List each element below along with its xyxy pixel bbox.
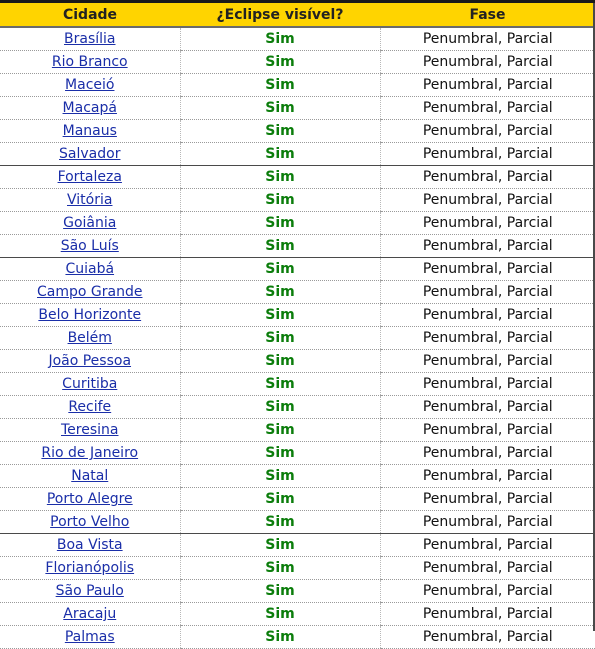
table-header-row: [0, 3, 595, 27]
city-cell: [0, 281, 180, 304]
phase-cell: [380, 511, 595, 534]
city-cell: [0, 212, 180, 235]
eclipse-visible-value: Sim: [265, 123, 295, 139]
table-row: [0, 74, 595, 97]
eclipse-visible-cell: [180, 534, 380, 557]
eclipse-visible-value: Sim: [265, 514, 295, 530]
eclipse-visible-value: Sim: [265, 583, 295, 599]
eclipse-visible-cell: [180, 465, 380, 488]
eclipse-visible-value: Sim: [265, 537, 295, 553]
city-link[interactable]: Rio Branco: [51, 54, 128, 70]
table-row: [0, 304, 595, 327]
city-cell: [0, 189, 180, 212]
eclipse-visible-value: Sim: [265, 353, 295, 369]
phase-cell: [380, 166, 595, 189]
phase-cell: [380, 419, 595, 442]
phase-value: Penumbral, Parcial: [422, 514, 553, 530]
city-link[interactable]: Natal: [71, 468, 109, 484]
phase-cell: [380, 235, 595, 258]
city-cell: [0, 488, 180, 511]
city-link[interactable]: Rio de Janeiro: [41, 445, 139, 461]
city-cell: [0, 166, 180, 189]
eclipse-visible-cell: [180, 373, 380, 396]
table-row: [0, 327, 595, 350]
table-row: [0, 534, 595, 557]
table-row: [0, 511, 595, 534]
phase-cell: [380, 580, 595, 603]
phase-value: Penumbral, Parcial: [422, 284, 553, 300]
eclipse-visible-value: Sim: [265, 629, 295, 645]
phase-cell: [380, 373, 595, 396]
eclipse-visible-value: Sim: [265, 307, 295, 323]
city-cell: [0, 419, 180, 442]
phase-value: Penumbral, Parcial: [422, 376, 553, 392]
city-cell: [0, 258, 180, 281]
eclipse-visible-value: Sim: [265, 31, 295, 47]
phase-value: Penumbral, Parcial: [422, 261, 553, 277]
city-link[interactable]: Porto Velho: [50, 514, 130, 530]
eclipse-visible-value: Sim: [265, 422, 295, 438]
phase-value: Penumbral, Parcial: [422, 123, 553, 139]
phase-cell: [380, 97, 595, 120]
phase-cell: [380, 534, 595, 557]
eclipse-visible-value: Sim: [265, 399, 295, 415]
city-link[interactable]: Cuiabá: [65, 261, 115, 277]
eclipse-visible-cell: [180, 557, 380, 580]
city-link[interactable]: João Pessoa: [48, 353, 132, 369]
city-link[interactable]: Manaus: [62, 123, 117, 139]
phase-value: Penumbral, Parcial: [422, 31, 553, 47]
phase-cell: [380, 327, 595, 350]
city-link[interactable]: Salvador: [59, 146, 121, 162]
phase-value: Penumbral, Parcial: [422, 468, 553, 484]
city-link[interactable]: Goiânia: [63, 215, 117, 231]
table-row: [0, 419, 595, 442]
eclipse-visible-cell: [180, 27, 380, 51]
table-row: [0, 258, 595, 281]
eclipse-visible-value: Sim: [265, 238, 295, 254]
city-link[interactable]: São Paulo: [55, 583, 124, 599]
eclipse-visible-value: Sim: [265, 491, 295, 507]
phase-cell: [380, 212, 595, 235]
city-cell: [0, 465, 180, 488]
phase-value: Penumbral, Parcial: [422, 100, 553, 116]
eclipse-visible-value: Sim: [265, 100, 295, 116]
phase-cell: [380, 557, 595, 580]
eclipse-visible-value: Sim: [265, 445, 295, 461]
column-header-city: Cidade: [0, 3, 180, 27]
eclipse-visible-value: Sim: [265, 284, 295, 300]
city-link[interactable]: Campo Grande: [37, 284, 143, 300]
phase-value: Penumbral, Parcial: [422, 215, 553, 231]
phase-value: Penumbral, Parcial: [422, 491, 553, 507]
phase-cell: [380, 143, 595, 166]
table-row: [0, 97, 595, 120]
phase-value: Penumbral, Parcial: [422, 307, 553, 323]
eclipse-visible-value: Sim: [265, 261, 295, 277]
phase-value: Penumbral, Parcial: [422, 445, 553, 461]
phase-value: Penumbral, Parcial: [422, 192, 553, 208]
phase-value: Penumbral, Parcial: [422, 629, 553, 645]
city-link[interactable]: São Luís: [60, 238, 119, 254]
table-row: [0, 350, 595, 373]
eclipse-visible-cell: [180, 580, 380, 603]
phase-value: Penumbral, Parcial: [422, 330, 553, 346]
city-cell: [0, 396, 180, 419]
table-row: [0, 603, 595, 626]
eclipse-visible-value: Sim: [265, 468, 295, 484]
phase-value: Penumbral, Parcial: [422, 238, 553, 254]
phase-cell: [380, 603, 595, 626]
eclipse-visible-cell: [180, 212, 380, 235]
eclipse-visible-cell: [180, 396, 380, 419]
table-row: [0, 442, 595, 465]
eclipse-visible-cell: [180, 327, 380, 350]
phase-value: Penumbral, Parcial: [422, 54, 553, 70]
phase-cell: [380, 51, 595, 74]
city-cell: [0, 603, 180, 626]
city-link[interactable]: Aracaju: [63, 606, 117, 622]
phase-value: Penumbral, Parcial: [422, 399, 553, 415]
eclipse-visible-cell: [180, 350, 380, 373]
eclipse-visible-cell: [180, 235, 380, 258]
eclipse-visible-value: Sim: [265, 54, 295, 70]
phase-value: Penumbral, Parcial: [422, 537, 553, 553]
table-row: [0, 580, 595, 603]
table-row: [0, 27, 595, 51]
city-link[interactable]: Brasília: [64, 31, 116, 47]
city-cell: [0, 27, 180, 51]
eclipse-visible-cell: [180, 97, 380, 120]
city-cell: [0, 442, 180, 465]
phase-value: Penumbral, Parcial: [422, 583, 553, 599]
eclipse-visible-cell: [180, 51, 380, 74]
table-row: [0, 235, 595, 258]
table-row: [0, 51, 595, 74]
eclipse-visible-value: Sim: [265, 330, 295, 346]
city-cell: [0, 143, 180, 166]
phase-cell: [380, 120, 595, 143]
city-cell: [0, 580, 180, 603]
city-cell: [0, 97, 180, 120]
eclipse-visible-cell: [180, 120, 380, 143]
city-link[interactable]: Belém: [67, 330, 112, 346]
eclipse-visible-cell: [180, 258, 380, 281]
table-row: [0, 465, 595, 488]
eclipse-visible-cell: [180, 442, 380, 465]
city-cell: [0, 626, 180, 649]
phase-cell: [380, 442, 595, 465]
phase-cell: [380, 465, 595, 488]
eclipse-visible-cell: [180, 488, 380, 511]
city-link[interactable]: Boa Vista: [56, 537, 123, 553]
eclipse-visible-value: Sim: [265, 146, 295, 162]
phase-cell: [380, 281, 595, 304]
table-row: [0, 212, 595, 235]
phase-value: Penumbral, Parcial: [422, 353, 553, 369]
eclipse-visible-value: Sim: [265, 169, 295, 185]
eclipse-visible-cell: [180, 419, 380, 442]
phase-cell: [380, 258, 595, 281]
table-row: [0, 143, 595, 166]
city-link[interactable]: Belo Horizonte: [38, 307, 142, 323]
eclipse-visible-cell: [180, 74, 380, 97]
column-header-eclipse-visible: ¿Eclipse visível?: [180, 3, 380, 27]
eclipse-visible-value: Sim: [265, 192, 295, 208]
city-link[interactable]: Maceió: [65, 77, 115, 93]
table-row: [0, 373, 595, 396]
table-body: [0, 27, 595, 649]
table-row: [0, 189, 595, 212]
table-row: [0, 396, 595, 419]
city-cell: [0, 557, 180, 580]
phase-cell: [380, 74, 595, 97]
city-cell: [0, 235, 180, 258]
eclipse-visible-value: Sim: [265, 560, 295, 576]
eclipse-visible-cell: [180, 166, 380, 189]
eclipse-visible-cell: [180, 281, 380, 304]
phase-value: Penumbral, Parcial: [422, 606, 553, 622]
city-link[interactable]: Fortaleza: [57, 169, 122, 185]
phase-cell: [380, 350, 595, 373]
table-row: [0, 557, 595, 580]
phase-value: Penumbral, Parcial: [422, 77, 553, 93]
eclipse-visible-value: Sim: [265, 606, 295, 622]
city-link[interactable]: Curitiba: [62, 376, 118, 392]
table-row: [0, 120, 595, 143]
phase-cell: [380, 189, 595, 212]
eclipse-visible-value: Sim: [265, 215, 295, 231]
phase-value: Penumbral, Parcial: [422, 422, 553, 438]
phase-cell: [380, 626, 595, 649]
eclipse-visible-cell: [180, 603, 380, 626]
city-cell: [0, 304, 180, 327]
city-cell: [0, 327, 180, 350]
city-cell: [0, 350, 180, 373]
city-link[interactable]: Florianópolis: [45, 560, 135, 576]
table-row: [0, 166, 595, 189]
city-link[interactable]: Macapá: [62, 100, 117, 116]
eclipse-visible-value: Sim: [265, 77, 295, 93]
city-cell: [0, 120, 180, 143]
eclipse-visible-cell: [180, 143, 380, 166]
city-cell: [0, 74, 180, 97]
column-header-phase: Fase: [380, 3, 595, 27]
phase-cell: [380, 488, 595, 511]
city-link[interactable]: Recife: [68, 399, 112, 415]
phase-value: Penumbral, Parcial: [422, 169, 553, 185]
table-row: [0, 488, 595, 511]
phase-value: Penumbral, Parcial: [422, 560, 553, 576]
eclipse-visible-cell: [180, 189, 380, 212]
phase-cell: [380, 304, 595, 327]
eclipse-visible-cell: [180, 626, 380, 649]
table-row: [0, 626, 595, 649]
eclipse-visible-cell: [180, 304, 380, 327]
eclipse-visible-cell: [180, 511, 380, 534]
table-row: [0, 281, 595, 304]
phase-value: Penumbral, Parcial: [422, 146, 553, 162]
city-cell: [0, 511, 180, 534]
city-link[interactable]: Vitória: [67, 192, 113, 208]
city-link[interactable]: Palmas: [64, 629, 115, 645]
city-link[interactable]: Porto Alegre: [46, 491, 133, 507]
eclipse-visibility-table: [0, 3, 595, 649]
city-cell: [0, 51, 180, 74]
city-link[interactable]: Teresina: [61, 422, 119, 438]
city-cell: [0, 373, 180, 396]
city-cell: [0, 534, 180, 557]
phase-cell: [380, 396, 595, 419]
eclipse-visible-value: Sim: [265, 376, 295, 392]
phase-cell: [380, 27, 595, 51]
